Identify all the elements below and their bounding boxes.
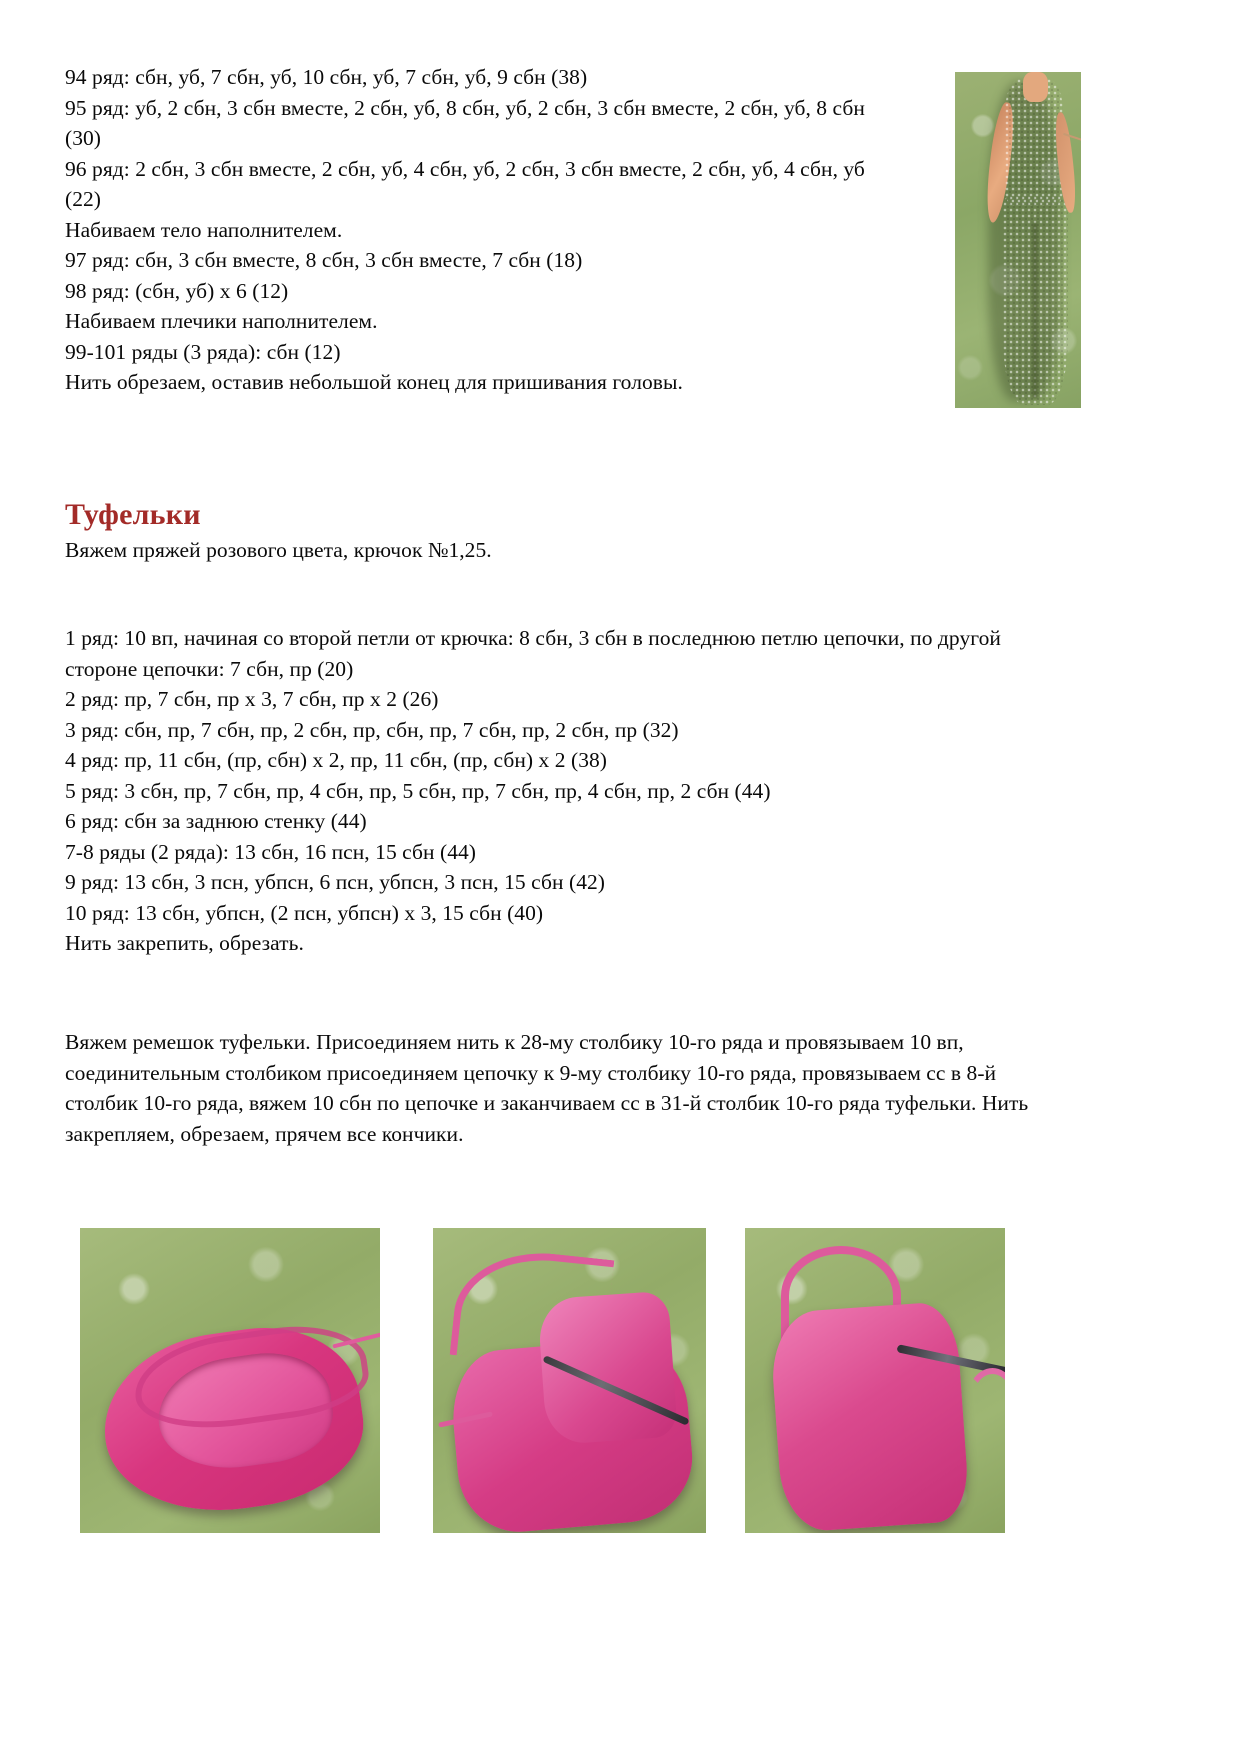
pink-shoe-sole-photo	[80, 1228, 380, 1533]
pattern-row: 2 ряд: пр, 7 сбн, пр х 3, 7 сбн, пр х 2 (26)	[65, 687, 439, 711]
pattern-row: Нить закрепить, обрезать.	[65, 931, 304, 955]
pattern-row: 6 ряд: сбн за заднюю стенку (44)	[65, 809, 367, 833]
pattern-row: 5 ряд: 3 сбн, пр, 7 сбн, пр, 4 сбн, пр, 5 сбн, пр, 7 сбн, пр, 4 сбн, пр, 2 сбн (44)	[65, 778, 771, 803]
pattern-line: 97 ряд: сбн, 3 сбн вместе, 8 сбн, 3 сбн вместе, 7 сбн (18)	[65, 248, 583, 272]
pattern-line: 94 ряд: сбн, уб, 7 сбн, уб, 10 сбн, уб, 7 сбн, уб, 9 сбн (38)	[65, 65, 588, 89]
strap-instructions-block	[65, 1027, 1050, 1149]
pink-shoe-strap-hook-photo	[433, 1228, 706, 1533]
doll-neck	[1023, 72, 1048, 102]
shoes-intro-line: Вяжем пряжей розового цвета, крючок №1,25.	[65, 538, 492, 562]
shoes-section-header-block	[65, 497, 1015, 566]
shoe-body	[769, 1301, 971, 1533]
pattern-line: Набиваем плечики наполнителем.	[65, 309, 378, 333]
pattern-line: Набиваем тело наполнителем.	[65, 217, 343, 242]
body-pattern-text-block	[65, 62, 885, 398]
pattern-line: 99-101 ряды (3 ряда): сбн (12)	[65, 339, 341, 364]
pattern-row: 10 ряд: 13 сбн, убпсн, (2 псн, убпсн) х 3, 15 сбн (40)	[65, 900, 544, 925]
doll-body-photo	[955, 72, 1081, 408]
shoes-pattern-rows-block	[65, 623, 1055, 959]
pattern-row: 9 ряд: 13 сбн, 3 псн, убпсн, 6 псн, убпсн, 3 псн, 15 сбн (42)	[65, 870, 606, 894]
pattern-row: 7-8 ряды (2 ряда): 13 сбн, 16 псн, 15 сбн (44)	[65, 839, 477, 864]
pink-shoe-closeup-hook-photo	[745, 1228, 1005, 1533]
strap-paragraph: Вяжем ремешок туфельки. Присоединяем нить к 28-му столбику 10-го ряда и провязываем 10 вп, соединительным столбиком присоединяем цепочку к 9-му столбику 10-го ряда, провязываем сс в 8-й столбик 10-го ряда, вяжем 10 сбн по цепочке и заканчиваем сс в 31-й столбик 10-го ряда туфельки. Нить закрепляем, обрезаем, прячем все кончики.	[65, 1030, 1029, 1146]
pattern-row: 3 ряд: сбн, пр, 7 сбн, пр, 2 сбн, пр, сбн, пр, 7 сбн, пр, 2 сбн, пр (32)	[65, 717, 679, 742]
pattern-line: 96 ряд: 2 сбн, 3 сбн вместе, 2 сбн, уб, 4 сбн, уб, 2 сбн, 3 сбн вместе, 2 сбн, уб, 4 сбн, уб (22)	[65, 156, 871, 211]
pattern-line: 95 ряд: уб, 2 сбн, 3 сбн вместе, 2 сбн, уб, 8 сбн, уб, 2 сбн, 3 сбн вместе, 2 сбн, уб, 8 сбн (30)	[65, 95, 871, 150]
doll-leg-gap	[1033, 223, 1037, 398]
pattern-line: 98 ряд: (сбн, уб) х 6 (12)	[65, 278, 289, 303]
page-title: Туфельки	[65, 498, 201, 531]
pattern-line: Нить обрезаем, оставив небольшой конец для пришивания головы.	[65, 370, 683, 394]
pattern-row: 4 ряд: пр, 11 сбн, (пр, сбн) х 2, пр, 11 сбн, (пр, сбн) х 2 (38)	[65, 748, 608, 772]
pattern-row: 1 ряд: 10 вп, начиная со второй петли от крючка: 8 сбн, 3 сбн в последнюю петлю цепочки, по другой стороне цепочки: 7 сбн, пр (20)	[65, 626, 1007, 681]
